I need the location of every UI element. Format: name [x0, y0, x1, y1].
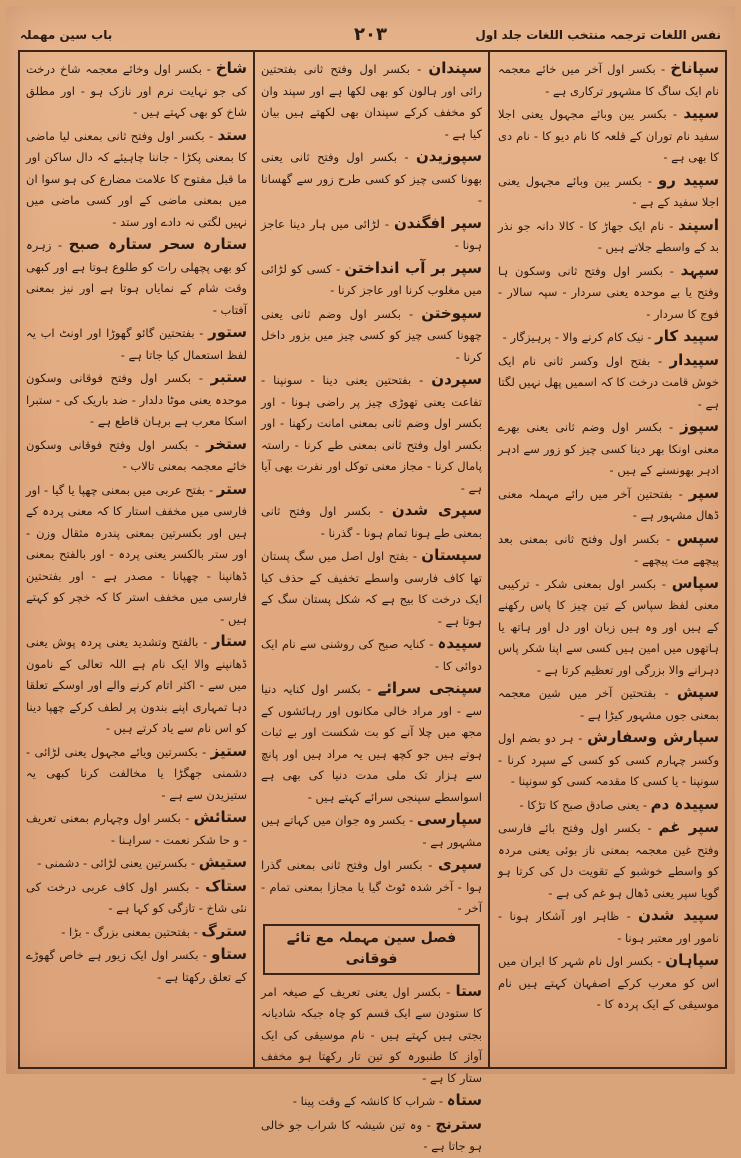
definition: - بکسر اول وفتح ثانی بمعنی بعد پیچھے مت پیچھے - [498, 531, 719, 567]
page-number: ۲۰۳ [354, 24, 387, 45]
headword: سپر [688, 483, 719, 502]
headword: سپر غم [658, 818, 719, 836]
headword: سپاناخ [670, 59, 719, 77]
definition: - بکسر اول کاف عربی درخت کی نئی شاخ - تازگی کو کہا ہے - [26, 879, 247, 915]
headword: سپید شدن [638, 906, 719, 924]
headword: سپارسی [416, 810, 482, 828]
dictionary-entry [26, 631, 247, 740]
section-heading: فصل سین مہملہ مع تائے فوقانی [263, 924, 480, 975]
headword: ستخر [205, 434, 247, 453]
definition: - بفتحتین بمعنی بزرگ - بڑا - [61, 924, 202, 939]
headword: سپستان [421, 546, 482, 564]
definition: - بفتحتین آخر میں رائے مہملہ معنی ڈھال مشہور ہے - [498, 486, 719, 522]
definition: - بکسرتین یعنی لڑائی - دشمنی - [37, 856, 199, 870]
dictionary-entry [26, 367, 247, 433]
definition: - بکسر اول وخائے معجمہ شاخ درخت کی جو نہایت نرم اور نازک ہو - اور مطلق شاخ کو بھی کہتے ہیں - [26, 62, 247, 119]
headword: سپندان [428, 59, 482, 77]
definition: - بکسر اول وفتح فوقانی وسکون موحدہ یعنی موٹا دلدار - ضد باریک کی - ستبرا اسکا معرب ہے برہان قاطع ہے - [26, 371, 247, 428]
definition: - بکسر اول بمعنی شکر - ترکیبی معنی لفظ سپاس کے تین چیز کا پاس رکھنے کے ہیں اور وہ ہیں زبان اور دل اور ہاتھ یا ہاتھوں میں امین ہیں کسی سے اپنا شکر پاس دہرانے والا بزرگی اور تعظیم کرتا ہے - [498, 576, 719, 677]
definition: - بکسر اول نام شہر کا ایران میں اس کو معرب کرکے اصفہان کہتے ہیں نام موسیقی کے ایک پردہ کا - [498, 954, 719, 1011]
headword: سپش [676, 683, 719, 701]
headword: ستبر [210, 368, 247, 386]
definition: - بکسر اول وفتح ثانی بمعنی گذرا ہوا - آخر شدہ ٹوٹ گیا یا مجازا بمعنی تمام - آخر - [261, 858, 482, 915]
dictionary-entry [26, 234, 247, 321]
headword: ستد [217, 125, 247, 144]
dictionary-entry [261, 854, 482, 920]
definition: - بکسر اول وفتح فوقانی وسکون خائے معجمہ بمعنی تالاب - [26, 437, 247, 473]
definition: - بکسر اول وفتح ثانی یعنی بھونا کسی چیز کو کسی طرح زور سے گھسانا - [261, 150, 482, 207]
page-header [20, 24, 721, 50]
dictionary-entry [498, 260, 719, 326]
headword: سپنجی سرائے [377, 679, 482, 697]
definition: - یعنی صادق صبح کا تڑکا - [519, 797, 651, 812]
dictionary-entry [26, 852, 247, 875]
headword: سپری شدن [391, 501, 482, 519]
definition: - نام ایک جھاڑ کا - کالا دانہ جو نذر بد کے واسطے جلاتے ہیں - [498, 218, 719, 254]
dictionary-entry [498, 326, 719, 349]
definition: - بفتحتین گائو گھوڑا اور اونٹ اب یہ لفظ استعمال کیا جاتا ہے - [26, 326, 247, 362]
headword: ستیش [198, 853, 247, 871]
dictionary-entry [498, 215, 719, 259]
chapter-title: باب سین مھملہ [20, 28, 113, 42]
dictionary-entry [261, 678, 482, 808]
dictionary-entry [261, 500, 482, 544]
definition: - شراب کا کانشہ کے وقت پینا - [292, 1094, 447, 1108]
headword: سپر افگندن [393, 213, 482, 232]
definition: - بفتح اول وکسر ثانی نام ایک خوش قامت درخت کا کہ اسمیں پھل نہیں لگتا ہے - [498, 353, 719, 411]
dictionary-entry [498, 416, 719, 482]
definition: - بکسر اول وضم ثانی یعنی چھونا کسی چیز کو کسی چیز میں بزور داخل کرنا - [261, 306, 482, 364]
dictionary-entry [261, 369, 482, 499]
dictionary-entry [498, 727, 719, 793]
dictionary-entry [498, 528, 719, 572]
dictionary-entry [26, 322, 247, 366]
headword: سپارش وسفارش [587, 728, 719, 746]
dictionary-entry [261, 545, 482, 632]
dictionary-entry [261, 58, 482, 145]
definition: - ہر دو بضم اول وکسر چہارم کسی کو کسی کے سپرد کرنا - سونپنا - یا کسی کا مقدمہ کسی کو سونپنا - [498, 731, 719, 788]
headword: اسپند [678, 215, 719, 234]
dictionary-entry [498, 950, 719, 1016]
headword: ستا [455, 981, 482, 1000]
dictionary-entry [498, 682, 719, 726]
definition: - بکسر اول وضم ثانی یعنی بھرے معنی اونکا بھر دینا کسی چیز کو زور سے ادہر ادہر بھونسنے کے ہیں - [498, 420, 719, 477]
definition: - بکسر اول آخر میں خائے معجمہ نام ایک ساگ کا مشہور ترکاری ہے - [498, 62, 719, 98]
definition: - بکسر اول وفتح ثانی وسکون ہا وفتح یا بے موحدہ یعنی سردار - سپہ سالار - فوج کا سردار - [498, 263, 719, 321]
running-title: نفس اللغات ترجمہ منتخب اللغات جلد اول [475, 28, 721, 42]
definition: - بکسر اول وفتح ثانی بمعنی طے ہونا تمام ہونا - گذرنا - [261, 504, 482, 540]
headword: شاخ [215, 59, 247, 77]
definition: - بفتح عربی میں بمعنی چھپا یا گیا - اور فارسی میں مخفف استار کا کہ معنی پردہ کے ہیں اور بکسرتین بمعنی پندرہ مثقال وزن - اور ستر بالکسر یعنی پردہ - اور بالفتح بمعنی ڈھانپنا - چھپانا - مصدر ہے - اور بفتحتین فارسی میں مخفف استر کا کہ خچر کو کہتے ہیں - [26, 482, 247, 626]
definition: - بکسرتین ویائے مجہول یعنی لڑائی - دشمنی جھگڑا یا مخالفت کرنا کبھی یہ ستیزیدن سے ہے - [26, 744, 247, 802]
headword: سپیدہ دم [650, 794, 719, 813]
definition: - کنایہ صبح کی روشنی سے نام ایک دوائی کا - [261, 637, 482, 673]
dictionary-entry [498, 350, 719, 416]
headword: ستر [216, 479, 247, 498]
headword: سترگ [201, 921, 247, 940]
dictionary-entry [498, 58, 719, 102]
dictionary-entry [26, 876, 247, 920]
definition: - زہرہ کو بھی پچھلی رات کو طلوع ہوتا ہے اور کبھی وقت شام کے نمایاں ہوتا ہے اور نیز بمعنی آفتاب - [26, 238, 247, 317]
dictionary-entry [498, 170, 719, 214]
definition: - بکسر اول وفتح ثانی بفتحتین رائی اور ہالون کو بھی لکھا ہے اور سپند وان کو مخفف کرکے سپندان بھی لکھتے ہیں بیان کیا ہے - [261, 62, 482, 141]
dictionary-entry [26, 125, 247, 234]
dictionary-entry [261, 213, 482, 257]
headword: سپوزیدن [415, 147, 482, 165]
headword: سپیدار [669, 350, 719, 369]
dictionary-entry [498, 817, 719, 904]
headword: سپر بر آب انداختن [344, 258, 482, 277]
dictionary-entry [26, 944, 247, 988]
dictionary-entry [26, 479, 247, 631]
headword: ستیز [210, 741, 247, 760]
left-column [20, 52, 253, 1067]
definition: - بکسر اول وفتح ثانی بمعنی لیا ماضی کا بمعنی پکڑا - جاننا چاہیئے کہ دال ساکن اور ما قبل مفتوح کا علامت مضارع کی ہو سوا ان میں بمعنی ماضی کے اور کسی ماضی میں نہیں لگتی نہ دادے اور ستد - [26, 128, 247, 229]
dictionary-entry [498, 794, 719, 817]
definition: - بکسر یبن وبائے مجہول یعنی اجلا سفید نام توران کے قلعہ کا نام دیو کا - نام دی کا بھی ہے - [498, 107, 719, 164]
dictionary-entry [498, 483, 719, 527]
headword: سپاہان [665, 951, 719, 969]
dictionary-entry [498, 103, 719, 169]
headword: ستور [208, 323, 247, 341]
dictionary-entry [26, 58, 247, 124]
headword: سپری [438, 855, 482, 873]
headword: سپید رو [657, 170, 719, 189]
dictionary-entry [261, 258, 482, 302]
headword: سپس [676, 528, 719, 547]
headword: ستائش [193, 808, 247, 826]
headword: ستاک [205, 876, 247, 895]
definition: - بفتحتین آخر میں شین معجمہ بمعنی جوں مشہور کیڑا ہے - [498, 686, 719, 722]
text-frame [18, 50, 727, 1153]
definition: - بالفتح وتشدید یعنی پردہ پوش یعنی ڈھانپنے والا ایک نام ہے اللہ تعالی کے نامون میں سے - اکثر اتام کرنے والے اور اوسکے تعلقا دہا تمہاری اپنے بندون پر لطف کرکے چھپا دینا کو اس نام سے یاد کرتے ہیں - [26, 635, 247, 735]
dictionary-entry [261, 1114, 482, 1158]
headword: سترنج [435, 1114, 482, 1133]
definition: - وہ تین شیشہ کا شراب جو خالی ہو جاتا ہے - [261, 1117, 482, 1153]
definition: - بفتحتین یعنی دینا - سونپنا - تفاعت یعنی تھوڑی چیز پر راضی ہونا - اور بکسر اول وضم ثانی بمعنی امانت رکھنا - اور بکسر اول وفتح ثانی بمعنی طے کرنا - راستہ پامال کرنا - مجاز معنی توکل اور نفرت بھی آیا ہے - [261, 373, 482, 495]
dictionary-entry [261, 633, 482, 677]
dictionary-entry [26, 921, 247, 944]
definition: - ظاہر اور آشکار ہونا - نامور اور معتبر ہونا - [498, 909, 719, 945]
dictionary-entry [26, 807, 247, 851]
headword: سپوز [680, 417, 719, 435]
definition: - بکسر اول وچہارم بمعنی تعریف - و حا شکر نعمت - سراہنا - [26, 811, 247, 847]
definition: - بکسر اول یعنی تعریف کے صیغہ امر کا ستودن سے ایک قسم کو چاہ جبکہ شادیانہ بجتی ہیں کہتے ہیں - نام موسیقی کی ایک آواز کا طنبورہ کو تین تار رکھتا ہو مخفف ستار کا ہے - [261, 984, 482, 1085]
definition: - نیک کام کرنے والا - پرہیزگار - [502, 330, 656, 344]
headword: ستار [211, 632, 247, 650]
headword: سپوختن [421, 303, 482, 322]
headword: سپیدہ [437, 634, 482, 652]
dictionary-entry [261, 146, 482, 212]
definition: - بکسر وہ جوان میں کہاتے ہیں مشہور ہے - [261, 813, 482, 849]
dictionary-entry [261, 1090, 482, 1113]
headword: سپہد [680, 260, 719, 279]
definition: - بکسر اول وفتح بائے فارسی وفتح غین معجمہ بمعنی ناز بوئی یعنی مردہ کو واسطے خوشبو کے تقویت دل کی کرتا ہو گویا سپر یعنی ڈھال ہو غم کی ہے - [498, 821, 719, 900]
dictionary-entry [261, 303, 482, 369]
dictionary-entry [26, 434, 247, 478]
dictionary-entry [261, 809, 482, 853]
headword: ستاہ [446, 1091, 482, 1109]
dictionary-entry [498, 573, 719, 682]
headword: سپردن [431, 370, 482, 388]
dictionary-entry [498, 905, 719, 949]
center-column [253, 52, 490, 1153]
headword: ستارہ سحر ستارہ صبح [68, 235, 247, 253]
definition: - کسی کو لڑائی میں مغلوب کرنا اور عاجز کرنا - [261, 261, 482, 297]
definition: - بکسر یبن وبائے مجہول یعنی اجلا سفید کے ہے - [498, 173, 719, 209]
right-column [492, 52, 725, 1067]
definition: - بکسر اول ایک زیور ہے خاص گھوڑے کے تعلق رکھتا ہے - [26, 948, 247, 984]
dictionary-entry [261, 981, 482, 1090]
headword: سپاس [671, 573, 719, 592]
definition: - بکسر اول کنایہ دنیا سے - اور مراد خالی مکانوں اور رہائشوں کے مجھ میں چلا آنے کو بت شکست اور بے ثبات ہوتے ہیں جو کچھ ہیں یہ مراد ہیں اور پانچ سے ہزار تک ملی مدت دنیا کی بھی ہے اسواسطے سپنجی سرائے کہتے ہیں - [261, 682, 482, 804]
book-page [6, 6, 735, 1153]
definition: - بفتح اول اصل میں سگ پستان تھا کاف فارسی واسطے تخفیف کے حذف کیا ایک درخت کا بیج ہے کہ شکل پستان سگ کے ہوتا ہے - [261, 549, 482, 628]
definition: - لڑائی میں ہار دینا عاجز ہونا - [261, 216, 482, 252]
headword: ستاو [211, 945, 247, 963]
headword: سپید [683, 104, 719, 122]
headword: سپید کار [655, 327, 719, 345]
dictionary-entry [26, 741, 247, 807]
